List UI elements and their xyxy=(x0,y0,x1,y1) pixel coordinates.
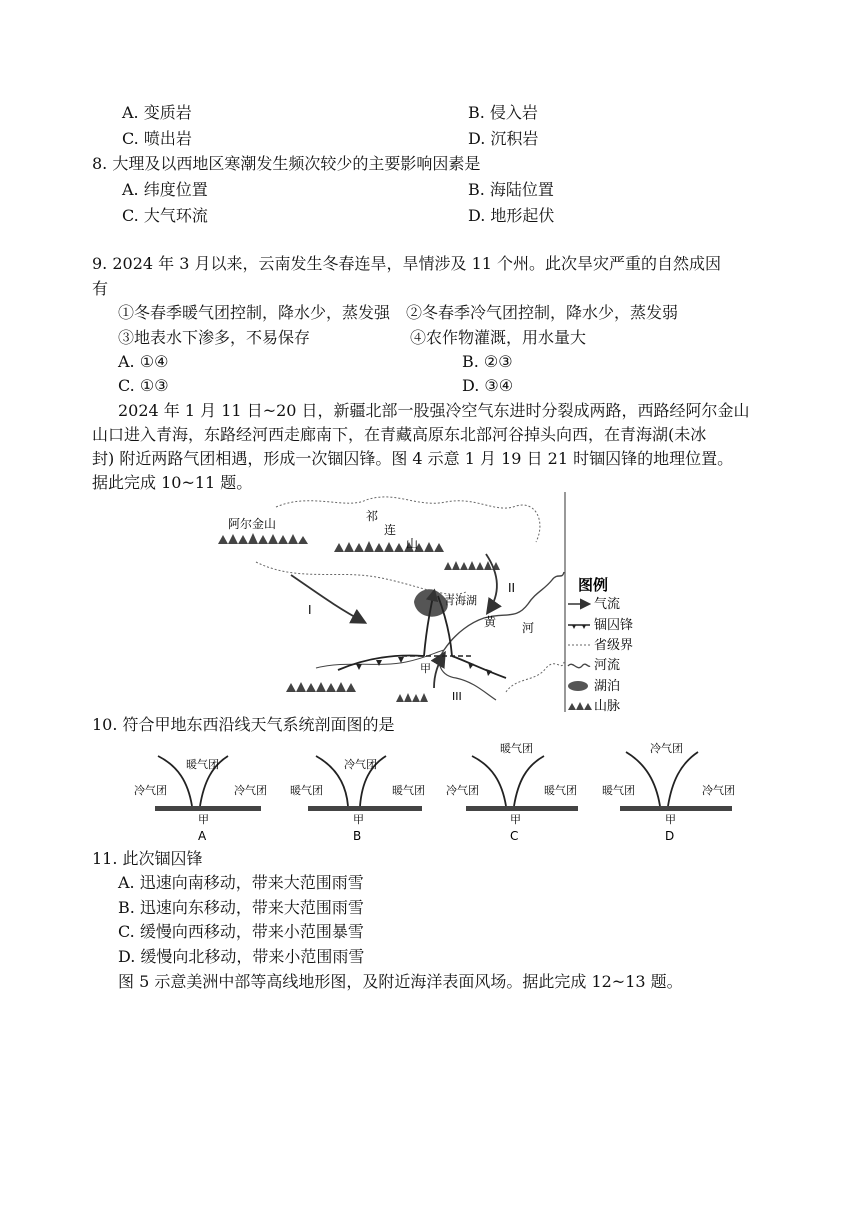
fig5-intro: 图 5 示意美洲中部等高线地形图，及附近海洋表面风场。据此完成 12~13 题。 xyxy=(118,972,683,991)
q9-option-a: A. ①④ xyxy=(118,352,169,371)
q11-option-c: C. 缓慢向西移动，带来小范围暴雪 xyxy=(118,922,364,941)
q9-statement-4: ④农作物灌溉，用水量大 xyxy=(410,328,587,347)
label-route-2: II xyxy=(508,581,516,595)
panel-b xyxy=(290,756,425,843)
panel-a-right: 冷气团 xyxy=(234,784,267,797)
legend-mountain: 山脉 xyxy=(594,699,621,712)
q7-option-d: D. 沉积岩 xyxy=(468,129,539,148)
panel-c-letter: C xyxy=(510,829,519,843)
occluded-front-east xyxy=(452,656,506,678)
occluded-front-west xyxy=(338,656,424,670)
panel-d-base: 甲 xyxy=(665,813,676,826)
passage-line-2: 山口进入青海，东路经河西走廊南下，在青藏高原东北部河谷掉头向西，在青海湖(未冰 xyxy=(92,425,707,444)
q10-stem: 10. 符合甲地东西沿线天气系统剖面图的是 xyxy=(92,715,395,734)
mountain-symbols xyxy=(218,533,500,702)
yellow-river xyxy=(444,572,564,650)
q11-stem: 11. 此次锢囚锋 xyxy=(92,849,203,868)
q11-option-a: A. 迅速向南移动，带来大范围雨雪 xyxy=(118,873,364,892)
panel-d-top: 冷气团 xyxy=(650,742,683,755)
panel-c xyxy=(446,741,578,843)
legend-river: 河流 xyxy=(594,658,621,673)
q9-statement-2: ②冬春季冷气团控制，降水少，蒸发弱 xyxy=(406,303,679,322)
panel-b-left: 暖气团 xyxy=(290,784,323,797)
q9-option-c: C. ①③ xyxy=(118,376,169,395)
q8-stem: 8. 大理及以西地区寒潮发生频次较少的主要影响因素是 xyxy=(92,154,481,173)
panel-b-right: 暖气团 xyxy=(392,784,425,797)
label-jia: 甲 xyxy=(420,662,431,675)
panel-a-left: 冷气团 xyxy=(134,784,167,797)
panel-c-left: 冷气团 xyxy=(446,784,479,797)
panel-c-base: 甲 xyxy=(510,813,521,826)
label-altun-mountains: 阿尔金山 xyxy=(228,517,277,531)
label-qilian-1: 祁 xyxy=(366,509,379,523)
q7-option-a: A. 变质岩 xyxy=(122,103,192,122)
map-legend xyxy=(568,576,633,712)
label-qilian-3: 山 xyxy=(406,537,419,551)
panel-a-base: 甲 xyxy=(198,813,209,826)
q9-stem-line1: 9. 2024 年 3 月以来，云南发生冬春连旱，旱情涉及 11 个州。此次旱灾严重的自然成因 xyxy=(92,254,722,273)
q8-option-b: B. 海陆位置 xyxy=(468,180,554,199)
label-qilian-2: 连 xyxy=(384,523,397,537)
q8-option-c: C. 大气环流 xyxy=(122,206,208,225)
passage-line-4: 据此完成 10~11 题。 xyxy=(92,473,253,492)
label-route-3: III xyxy=(452,690,462,703)
q9-statement-1: ①冬春季暖气团控制，降水少，蒸发强 xyxy=(118,303,391,322)
panel-d xyxy=(602,741,735,843)
legend-province-boundary: 省级界 xyxy=(594,638,634,653)
panel-d-left: 暖气团 xyxy=(602,784,635,797)
q9-option-b: B. ②③ xyxy=(462,352,513,371)
panel-a-top: 暖气团 xyxy=(186,758,219,771)
q8-option-d: D. 地形起伏 xyxy=(468,206,555,225)
label-huang: 黄 xyxy=(484,615,497,629)
province-boundary xyxy=(276,497,540,542)
legend-occluded-front: 锢囚锋 xyxy=(594,618,634,633)
panel-b-base: 甲 xyxy=(353,813,364,826)
q10-profile-diagrams xyxy=(120,738,760,844)
legend-title: 图例 xyxy=(578,576,609,594)
legend-lake: 湖泊 xyxy=(594,679,621,694)
panel-a-letter: A xyxy=(198,829,207,843)
q11-option-b: B. 迅速向东移动，带来大范围雨雪 xyxy=(118,898,364,917)
figure4-occluded-front-map xyxy=(216,492,652,712)
label-route-1: I xyxy=(308,603,312,617)
passage-line-3: 封) 附近两路气团相遇，形成一次锢囚锋。图 4 示意 1 月 19 日 21 时锢囚锋的地理位置。 xyxy=(92,449,734,468)
panel-a xyxy=(134,756,267,843)
panel-b-letter: B xyxy=(353,829,362,843)
q8-option-a: A. 纬度位置 xyxy=(122,180,208,199)
panel-d-letter: D xyxy=(665,829,675,843)
panel-d-right: 冷气团 xyxy=(702,784,735,797)
q9-statement-3: ③地表水下渗多，不易保存 xyxy=(118,328,311,347)
q9-option-d: D. ③④ xyxy=(462,376,514,395)
panel-c-right: 暖气团 xyxy=(544,784,577,797)
airflow-route-1 xyxy=(291,575,364,622)
passage-line-1: 2024 年 1 月 11 日~20 日，新疆北部一股强冷空气东进时分裂成两路，西路经阿尔金山 xyxy=(118,401,750,420)
q11-option-d: D. 缓慢向北移动，带来小范围雨雪 xyxy=(118,947,365,966)
panel-c-top: 暖气团 xyxy=(500,742,533,755)
q9-stem-line2: 有 xyxy=(92,279,109,298)
q7-option-c: C. 喷出岩 xyxy=(122,129,192,148)
label-qinghai-lake: 青海湖 xyxy=(444,594,477,607)
label-he: 河 xyxy=(522,621,535,635)
legend-airflow: 气流 xyxy=(594,597,621,612)
panel-b-top: 冷气团 xyxy=(344,758,377,771)
q7-option-b: B. 侵入岩 xyxy=(468,103,538,122)
